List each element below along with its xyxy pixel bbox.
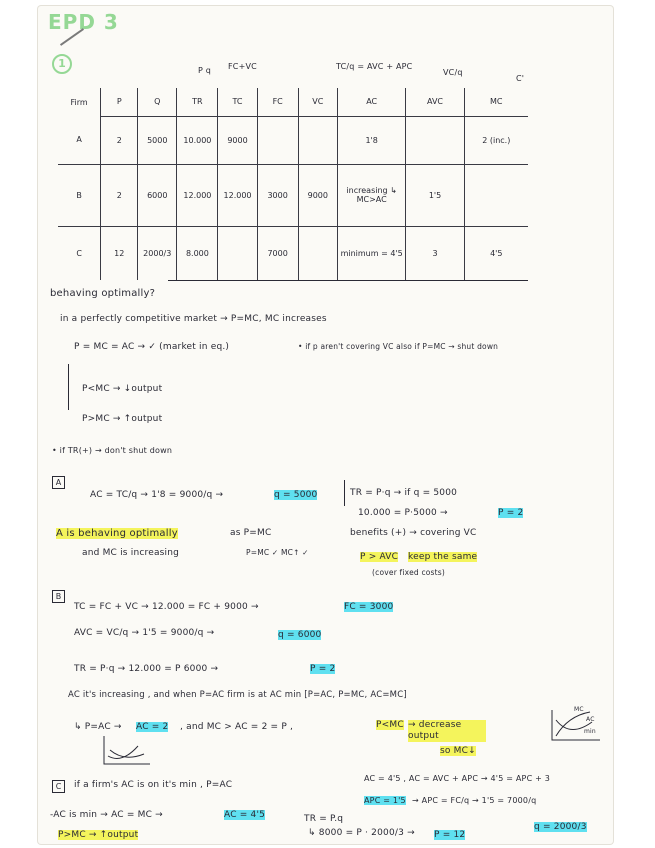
cell-tr: 10.000: [177, 116, 218, 164]
section-a-label: A: [52, 476, 65, 489]
a-benefits: benefits (+) → covering VC: [350, 528, 477, 538]
cell-p: 2: [101, 164, 138, 226]
cell-q: 2000/3: [138, 226, 177, 280]
th-avc: AVC: [406, 88, 464, 116]
a-and-mc: and MC is increasing: [82, 548, 180, 558]
table-annot-pq: P q: [198, 66, 212, 75]
cell-firm: B: [58, 164, 101, 226]
notebook-page: [38, 6, 613, 844]
b-small-graph: [98, 734, 158, 770]
cell-avc: 3: [406, 226, 464, 280]
cell-mc: [464, 164, 528, 226]
cell-tc: 9000: [218, 116, 257, 164]
c-p-result: P = 12: [434, 830, 466, 840]
th-vc: VC: [298, 88, 337, 116]
c-tr-calc: ↳ 8000 = P · 2000/3 →: [308, 828, 415, 838]
p-eq-mc-text: P = MC = AC → ✓ (market in eq.): [74, 342, 230, 352]
cell-mc: 2 (inc.): [464, 116, 528, 164]
b-p-lt-mc: P<MC: [376, 720, 404, 730]
b-fc-result: FC = 3000: [344, 602, 394, 612]
th-firm: Firm: [70, 97, 88, 107]
c-line1: if a firm's AC is on it's min , P=AC: [74, 780, 233, 790]
b-mc-line: , and MC > AC = 2 = P ,: [180, 722, 294, 732]
table-row: [58, 164, 528, 226]
b-avc-line: AVC = VC/q → 1'5 = 9000/q →: [74, 628, 215, 638]
b-q-result: q = 6000: [278, 630, 322, 640]
cell-p: 2: [101, 116, 138, 164]
table-annot-tcq: TC/q = AVC + APC: [336, 62, 413, 71]
b-ac-result: AC = 2: [136, 722, 169, 732]
a-tr-calc: 10.000 = P·5000 →: [358, 508, 448, 518]
th-p: P: [101, 88, 138, 116]
th-fc: FC: [257, 88, 298, 116]
cell-p: 12: [101, 226, 138, 280]
table-row: [58, 116, 528, 164]
cell-ac: 1'8: [337, 116, 406, 164]
a-as-p-mc: as P=MC: [230, 528, 272, 538]
c-right1: AC = 4'5 , AC = AVC + APC → 4'5 = APC + 3: [364, 774, 551, 783]
cell-vc: [298, 226, 337, 280]
cell-firm: C: [76, 248, 82, 258]
a-p-result: P = 2: [498, 508, 524, 518]
a-checks: P=MC ✓ MC↑ ✓: [246, 548, 309, 557]
cell-fc: 7000: [257, 226, 298, 280]
cell-ac: minimum = 4'5: [337, 226, 406, 280]
a-behaving-text: A is behaving optimally: [56, 528, 178, 539]
a-cover: (cover fixed costs): [372, 568, 446, 577]
cell-avc: 1'5: [406, 164, 464, 226]
th-q: Q: [138, 88, 177, 116]
table-annot-vcq: VC/q: [443, 68, 463, 77]
cell-q: 6000: [138, 164, 177, 226]
graph-label-mc: MC: [574, 706, 584, 713]
cell-tr: 8.000: [177, 226, 218, 280]
b-p-result: P = 2: [310, 664, 336, 674]
cell-tc: [218, 226, 257, 280]
th-ac: AC: [337, 88, 406, 116]
c-q-result: q = 2000/3: [534, 822, 587, 832]
c-apc: APC = 1'5: [364, 796, 406, 805]
a-ac-formula: AC = TC/q → 1'8 = 9000/q →: [90, 490, 224, 500]
p-gt-mc-text: P>MC → ↑output: [82, 414, 163, 424]
c-p-gt-mc: P>MC → ↑output: [58, 830, 139, 840]
cell-fc: 3000: [257, 164, 298, 226]
table-annot-cprime: C': [516, 74, 525, 83]
cell-tr: 12.000: [177, 164, 218, 226]
shutdown-note: • if p aren't covering VC also if P=MC → shut down: [298, 342, 499, 351]
graph-label-ac: AC: [586, 716, 595, 723]
b-p-ac-line: ↳ P=AC →: [74, 722, 122, 732]
section-b-label: B: [52, 590, 65, 603]
table-annot-fcvc: FC+VC: [228, 62, 257, 71]
cell-vc: 9000: [298, 164, 337, 226]
section-c-label: C: [52, 780, 65, 793]
bracket-line: [68, 364, 69, 410]
a-q-result: q = 5000: [274, 490, 318, 500]
part-number-circle: 1: [52, 54, 72, 74]
b-ac-note: AC it's increasing , and when P=AC firm is at AC min [P=AC, P=MC, AC=MC]: [68, 690, 407, 700]
a-tr-line: TR = P·q → if q = 5000: [350, 488, 458, 498]
cell-ac: increasing ↳ MC>AC: [337, 164, 406, 226]
cell-tc: 12.000: [218, 164, 257, 226]
intro-text: in a perfectly competitive market → P=MC, MC increases: [60, 314, 327, 324]
page-title: EPD 3: [48, 10, 119, 34]
b-tc-line: TC = FC + VC → 12.000 = FC + 9000 →: [74, 602, 259, 612]
c-apc-line: → APC = FC/q → 1'5 = 7000/q: [412, 796, 537, 805]
b-so-mc: so MC↓: [440, 746, 476, 756]
c-ac-min: -AC is min → AC = MC →: [50, 810, 163, 820]
cell-mc: 4'5: [464, 226, 528, 280]
cell-vc: [298, 116, 337, 164]
cell-avc: [406, 116, 464, 164]
table-row: [58, 226, 528, 280]
th-mc: MC: [464, 88, 528, 116]
cell-fc: [257, 116, 298, 164]
graph-label-min: min: [584, 728, 596, 735]
c-ac-val: AC = 4'5: [224, 810, 266, 820]
b-tr-line: TR = P·q → 12.000 = P 6000 →: [74, 664, 219, 674]
a-p-avc: P > AVC: [360, 552, 399, 562]
a-keep-same: keep the same: [408, 552, 478, 562]
question-text: behaving optimally?: [50, 288, 156, 299]
p-lt-mc-text: P<MC → ↓output: [82, 384, 163, 394]
th-tc: TC: [218, 88, 257, 116]
cell-q: 5000: [138, 116, 177, 164]
table-bottom-line: [168, 280, 528, 281]
cell-firm: A: [58, 116, 101, 164]
table-header-row: [58, 88, 528, 116]
tr-note: • if TR(+) → don't shut down: [52, 446, 173, 455]
divider-line: [344, 480, 345, 506]
firm-table: [58, 88, 528, 280]
b-decrease: → decrease output: [408, 720, 486, 742]
th-tr: TR: [177, 88, 218, 116]
b-cost-graph: [546, 708, 606, 748]
c-tr-line: TR = P.q: [304, 814, 344, 824]
